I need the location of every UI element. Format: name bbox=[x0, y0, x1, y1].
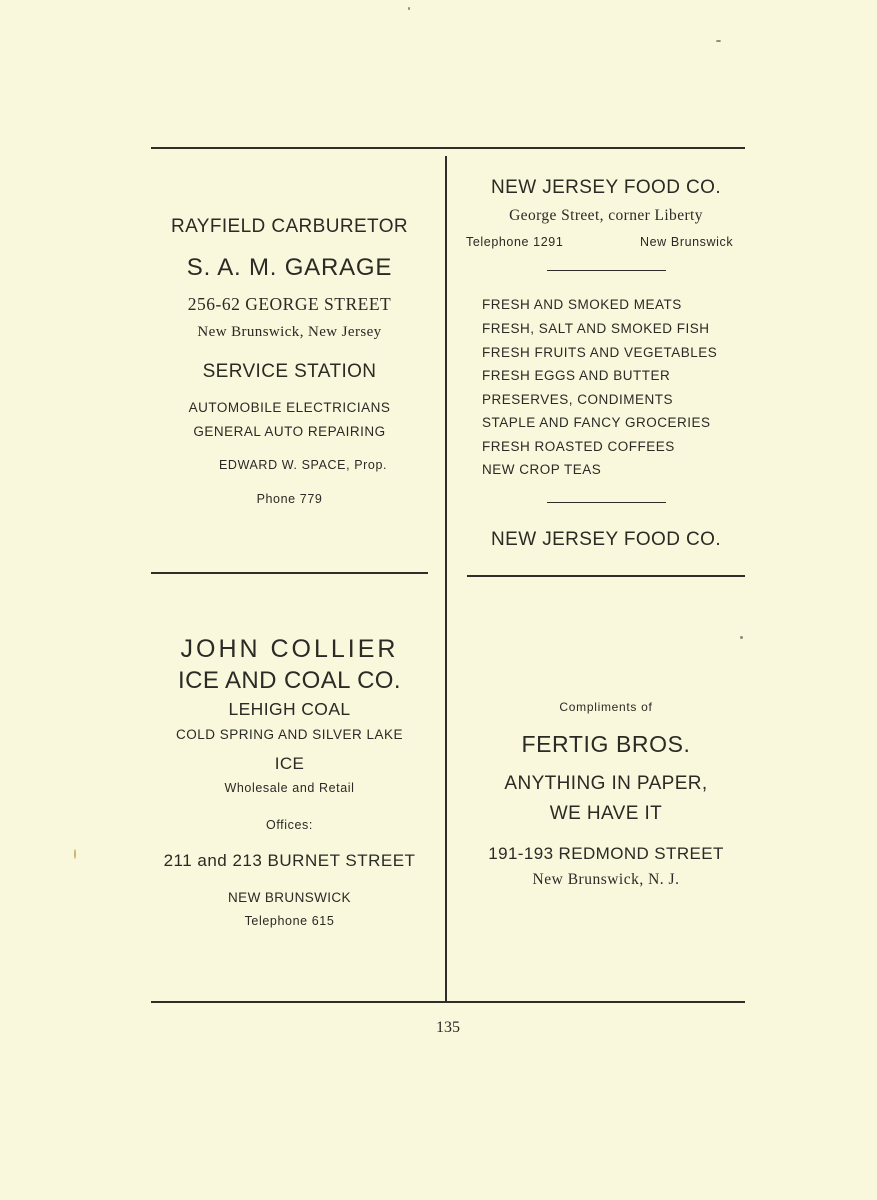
paper-speck bbox=[74, 849, 76, 859]
ad-sam-phone: Phone 779 bbox=[256, 492, 323, 506]
ad-fertig-city: New Brunswick, N. J. bbox=[532, 871, 680, 888]
ad-collier-city: NEW BRUNSWICK bbox=[228, 890, 351, 905]
left-middle-rule bbox=[151, 572, 428, 574]
paper-speck bbox=[716, 40, 721, 42]
ad-sam-city: New Brunswick, New Jersey bbox=[197, 324, 382, 340]
ad-nj-food-city: New Brunswick bbox=[640, 235, 734, 249]
ad-fertig-slogan-line2: WE HAVE IT bbox=[549, 803, 663, 824]
ad-nj-food-divider-bottom bbox=[547, 502, 666, 503]
ad-collier-offices-label: Offices: bbox=[266, 818, 313, 832]
ad-fertig-slogan-line1: ANYTHING IN PAPER, bbox=[504, 773, 708, 794]
list-item: FRESH FRUITS AND VEGETABLES bbox=[482, 345, 718, 360]
ad-collier-trade: Wholesale and Retail bbox=[224, 781, 355, 795]
ad-sam-garage-name: S. A. M. GARAGE bbox=[186, 254, 393, 281]
ad-fertig-street: 191-193 REDMOND STREET bbox=[488, 844, 724, 863]
ad-collier-name: JOHN COLLIER bbox=[180, 635, 399, 663]
list-item: FRESH EGGS AND BUTTER bbox=[482, 368, 671, 383]
ad-collier-offices-address: 211 and 213 BURNET STREET bbox=[163, 851, 416, 870]
ad-fertig-compliments: Compliments of bbox=[559, 700, 653, 714]
ad-nj-food-address: George Street, corner Liberty bbox=[509, 207, 703, 224]
ad-nj-food-footer-name: NEW JERSEY FOOD CO. bbox=[491, 529, 721, 550]
list-item: FRESH AND SMOKED MEATS bbox=[482, 297, 682, 312]
list-item: FRESH ROASTED COFFEES bbox=[482, 439, 675, 454]
paper-speck bbox=[740, 636, 743, 639]
list-item: FRESH, SALT AND SMOKED FISH bbox=[482, 321, 710, 336]
list-item: PRESERVES, CONDIMENTS bbox=[482, 392, 674, 407]
center-vertical-rule bbox=[445, 156, 447, 1002]
ad-collier-company: ICE AND COAL CO. bbox=[178, 667, 401, 694]
list-item: NEW CROP TEAS bbox=[482, 462, 602, 477]
top-rule bbox=[151, 147, 745, 149]
ad-fertig-name: FERTIG BROS. bbox=[521, 731, 691, 757]
ad-nj-food-telephone: Telephone 1291 bbox=[466, 235, 564, 249]
ad-sam-street: 256-62 GEORGE STREET bbox=[187, 294, 392, 314]
ad-sam-carburetor-line: RAYFIELD CARBURETOR bbox=[170, 216, 409, 237]
ad-collier-coal: LEHIGH COAL bbox=[228, 699, 351, 719]
ad-sam-proprietor: EDWARD W. SPACE, Prop. bbox=[219, 458, 388, 472]
ad-sam-repairing: GENERAL AUTO REPAIRING bbox=[193, 424, 386, 439]
bottom-rule bbox=[151, 1001, 745, 1003]
page-number: 135 bbox=[436, 1019, 460, 1036]
paper-speck bbox=[408, 7, 410, 10]
ad-collier-ice-source: COLD SPRING AND SILVER LAKE bbox=[175, 727, 404, 742]
ad-sam-electricians: AUTOMOBILE ELECTRICIANS bbox=[188, 400, 391, 415]
ad-collier-ice: ICE bbox=[274, 754, 305, 773]
ad-nj-food-name: NEW JERSEY FOOD CO. bbox=[491, 177, 721, 198]
ad-collier-telephone: Telephone 615 bbox=[244, 914, 335, 928]
ad-nj-food-divider-top bbox=[547, 270, 666, 271]
right-middle-rule bbox=[467, 575, 745, 577]
list-item: STAPLE AND FANCY GROCERIES bbox=[482, 415, 711, 430]
ad-sam-service-station: SERVICE STATION bbox=[202, 361, 377, 382]
